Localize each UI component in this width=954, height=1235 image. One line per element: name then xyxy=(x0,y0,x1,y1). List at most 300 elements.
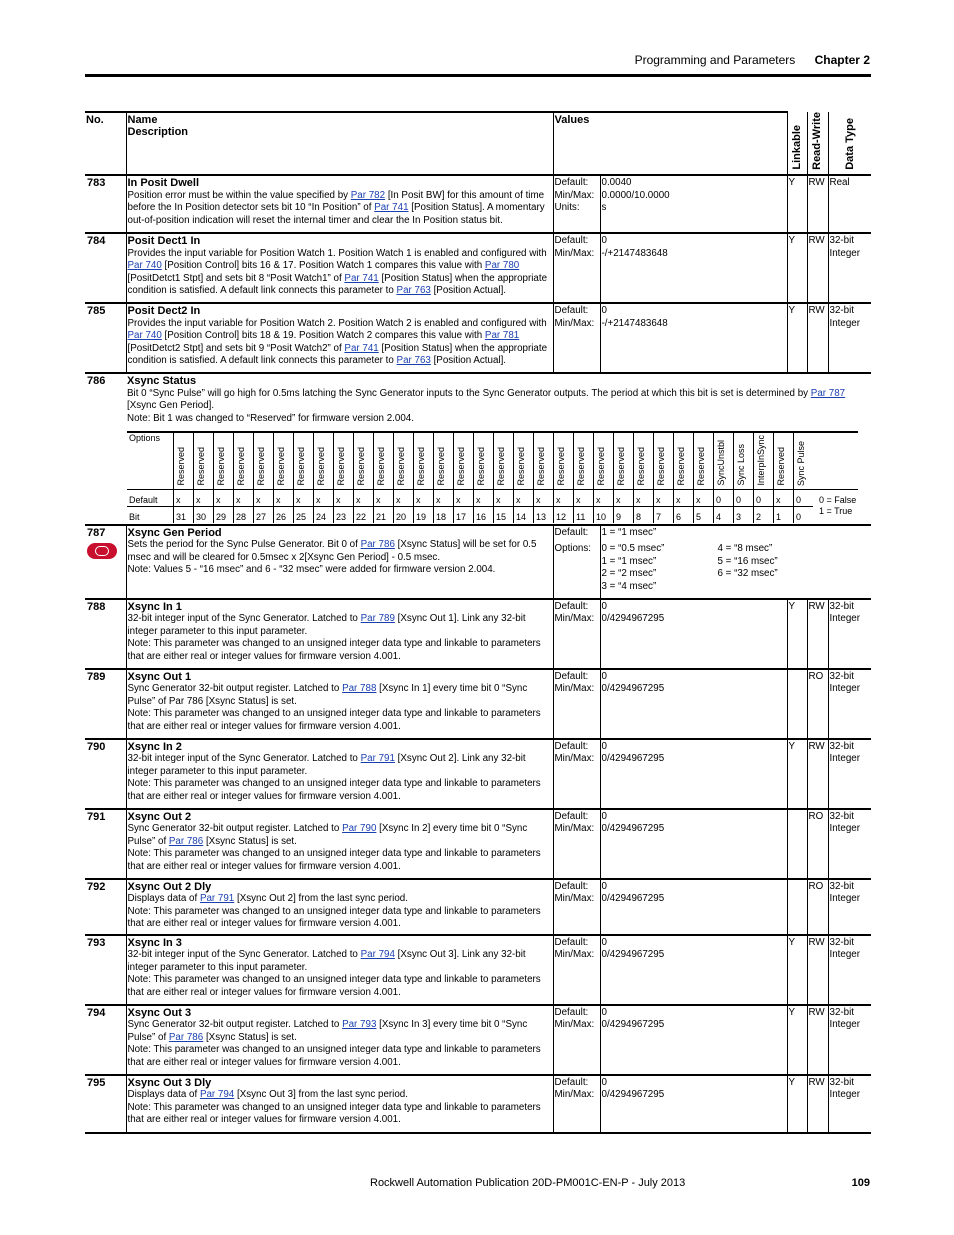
read-write-cell: RW xyxy=(807,935,828,1005)
bit-default: x xyxy=(534,489,554,506)
bit-number: 7 xyxy=(654,506,674,523)
bit-number: 12 xyxy=(554,506,574,523)
param-note: Note: This parameter was changed to an unsigned integer data type and linkable to parameters that are either real or integer values for firmware version 4.001. xyxy=(127,905,541,930)
bit-name: Reserved xyxy=(314,432,334,490)
bit-default: x xyxy=(414,489,434,506)
bit-number: 23 xyxy=(334,506,354,523)
param-name: Xsync Out 3 Dly xyxy=(127,1076,212,1089)
bit-number: 21 xyxy=(374,506,394,523)
bit-legend xyxy=(813,489,858,523)
options-col xyxy=(602,543,718,593)
legend-true: 1 = True xyxy=(819,506,853,517)
bit-default: 0 xyxy=(734,489,754,506)
option-item: 4 = “8 msec” xyxy=(717,543,773,555)
bit-name: Reserved xyxy=(414,432,434,490)
value-values xyxy=(600,599,787,669)
param-link[interactable]: Par 791 xyxy=(199,893,235,905)
value-label: Min/Max: xyxy=(554,247,595,259)
bit-name: Reserved xyxy=(194,432,214,490)
bit-number: 17 xyxy=(454,506,474,523)
value-labels xyxy=(553,175,600,233)
bit-number: 24 xyxy=(314,506,334,523)
value-labels xyxy=(553,669,600,739)
col-name-desc xyxy=(126,112,553,175)
value-labels xyxy=(553,599,600,669)
param-name: Xsync Gen Period xyxy=(127,526,222,539)
param-row xyxy=(85,669,871,739)
bit-default: x xyxy=(634,489,654,506)
param-text: Sync Generator 32-bit output register. Latched to Par 790 [Xsync In 2] every time bit 0 “Sync Pulse” of Par 786 [Xsync Status] is set. xyxy=(127,823,528,847)
bit-default: x xyxy=(294,489,314,506)
bit-name: Reserved xyxy=(614,432,634,490)
bit-default: x xyxy=(334,489,354,506)
param-row xyxy=(85,303,871,373)
param-number: 786 xyxy=(85,373,126,525)
param-text: Sync Generator 32-bit output register. Latched to Par 788 [Xsync In 1] every time bit 0 “Sync Pulse” of Par 786 [Xsync Status] is set. xyxy=(127,683,528,707)
param-row xyxy=(85,739,871,809)
param-row xyxy=(85,233,871,303)
param-description xyxy=(126,599,553,669)
bit-name: Reserved xyxy=(654,432,674,490)
param-description xyxy=(126,935,553,1005)
col-values: Values xyxy=(553,112,787,175)
col-description: Description xyxy=(127,126,189,139)
value-text: 0 xyxy=(601,880,607,892)
param-number: 790 xyxy=(85,739,126,809)
value-label: Min/Max: xyxy=(554,823,595,835)
value-label: Default: xyxy=(554,740,589,752)
param-number: 795 xyxy=(85,1075,126,1133)
bit-name: Reserved xyxy=(634,432,654,490)
bit-number: 5 xyxy=(694,506,714,523)
param-row xyxy=(85,525,871,599)
param-link[interactable]: Par 763 xyxy=(396,354,431,366)
bit-number: 4 xyxy=(714,506,734,523)
value-labels xyxy=(553,1005,600,1075)
param-link[interactable]: Par 788 xyxy=(342,683,377,695)
param-link[interactable]: Par 741 xyxy=(344,272,379,284)
bit-name: Reserved xyxy=(334,432,354,490)
data-type-cell: 32-bit Integer xyxy=(828,1005,871,1075)
param-link[interactable]: Par 741 xyxy=(374,202,409,214)
value-values xyxy=(600,175,787,233)
data-type-cell: 32-bit Integer xyxy=(828,599,871,669)
bit-table xyxy=(127,431,858,523)
options-list xyxy=(602,543,871,593)
header-rule xyxy=(85,74,871,77)
data-type-cell: 32-bit Integer xyxy=(828,669,871,739)
param-name: Xsync In 3 xyxy=(127,936,182,949)
param-link[interactable]: Par 786 xyxy=(168,835,204,847)
param-note: Note: This parameter was changed to an unsigned integer data type and linkable to parameters that are either real or integer values for firmware version 4.001. xyxy=(127,638,541,662)
param-text: Provides the input variable for Position Watch 1. Position Watch 1 is enabled and configured with Par 740 [Position Control] bits 16 & 17. Position Watch 1 compares this value with Par 780 [PositDetct1 Stpt] and sets bit 8 “Posit Watch1” of Par 741 [Position Status] when the appropriate condition is satisfied. A default link connects this parameter to Par 763 [Position Actual]. xyxy=(127,247,548,296)
bit-default: x xyxy=(554,489,574,506)
param-row xyxy=(85,879,871,935)
bit-name: SyncUnstbl xyxy=(714,432,734,490)
value-text: 0 xyxy=(601,1006,607,1018)
col-name: Name xyxy=(127,114,158,126)
value-label: Default: xyxy=(554,880,589,892)
linkable-cell: Y xyxy=(787,303,807,373)
bit-name: Reserved xyxy=(234,432,254,490)
param-description xyxy=(126,303,553,373)
bit-default: x xyxy=(494,489,514,506)
param-description xyxy=(126,739,553,809)
param-link[interactable]: Par 791 xyxy=(360,753,395,765)
value-text: 0/4294967295 xyxy=(601,1089,665,1101)
value-labels xyxy=(553,809,600,879)
option-item: 1 = “1 msec” xyxy=(601,555,657,567)
read-write-cell: RW xyxy=(807,303,828,373)
bit-number: 25 xyxy=(294,506,314,523)
param-name: Posit Dect1 In xyxy=(127,235,201,248)
value-text: 0 xyxy=(601,810,607,822)
linkable-cell xyxy=(787,809,807,879)
value-label: Min/Max: xyxy=(554,613,595,625)
param-name: Posit Dect2 In xyxy=(127,305,201,318)
param-note: Note: Values 5 - “16 msec” and 6 - “32 msec” were added for firmware version 2.004. xyxy=(127,564,496,576)
value-text: 0/4294967295 xyxy=(601,823,665,835)
param-text: Sync Generator 32-bit output register. Latched to Par 793 [Xsync In 3] every time bit 0 “Sync Pulse” of Par 786 [Xsync Status] is set. xyxy=(127,1019,528,1043)
value-text: 0.0000/10.0000 xyxy=(601,189,670,201)
param-number: 783 xyxy=(85,175,126,233)
param-row xyxy=(85,935,871,1005)
bit-default: x xyxy=(774,489,794,506)
value-text: 0.0040 xyxy=(601,177,632,189)
value-text: 0 xyxy=(601,740,607,752)
options-col xyxy=(718,543,778,593)
value-label: Default: xyxy=(554,235,589,247)
param-link[interactable]: Par 786 xyxy=(168,1031,204,1043)
data-type-cell: 32-bit Integer xyxy=(828,303,871,373)
bit-number: 22 xyxy=(354,506,374,523)
value-label: Default: xyxy=(554,526,589,538)
read-write-cell: RW xyxy=(807,175,828,233)
value-label: Default: xyxy=(554,177,589,189)
bit-default-row xyxy=(127,489,858,506)
value-text: 0 xyxy=(601,305,607,317)
param-link[interactable]: Par 786 xyxy=(360,539,395,551)
value-values xyxy=(600,303,787,373)
param-name: Xsync Out 3 xyxy=(127,1006,192,1019)
bit-number: 11 xyxy=(574,506,594,523)
param-description xyxy=(126,879,553,935)
value-label: Min/Max: xyxy=(554,893,595,905)
value-labels xyxy=(553,935,600,1005)
bit-number: 14 xyxy=(514,506,534,523)
bit-options-row xyxy=(127,432,858,490)
value-labels xyxy=(553,739,600,809)
bit-name: Reserved xyxy=(514,432,534,490)
value-values xyxy=(600,233,787,303)
param-number: 792 xyxy=(85,879,126,935)
param-link[interactable]: Par 781 xyxy=(484,330,520,342)
option-item: 6 = “32 msec” xyxy=(717,568,778,580)
bit-name: InterpInSync xyxy=(754,432,774,490)
value-text: 0/4294967295 xyxy=(601,683,665,695)
value-label: Default: xyxy=(554,600,589,612)
bit-default: x xyxy=(594,489,614,506)
value-label: Default: xyxy=(554,1076,589,1088)
linkable-cell: Y xyxy=(787,233,807,303)
value-values xyxy=(600,879,787,935)
param-row xyxy=(85,1005,871,1075)
col-data-type: Data Type xyxy=(828,112,871,175)
bit-default: x xyxy=(614,489,634,506)
param-row xyxy=(85,599,871,669)
bit-name: Reserved xyxy=(254,432,274,490)
bit-number: 28 xyxy=(234,506,254,523)
bit-name: Reserved xyxy=(534,432,554,490)
bit-label: Bit xyxy=(127,506,174,523)
bit-number: 6 xyxy=(674,506,694,523)
section-title: Programming and Parameters xyxy=(634,53,796,67)
param-text: 32-bit integer input of the Sync Generator. Latched to Par 791 [Xsync Out 2]. Link any 32-bit integer parameter to this input parameter. xyxy=(127,753,526,777)
param-name: Xsync Status xyxy=(127,375,197,388)
value-text: 0/4294967295 xyxy=(601,893,665,905)
value-label: Min/Max: xyxy=(554,1089,595,1101)
parameter-table xyxy=(85,111,871,1134)
read-write-cell: RO xyxy=(807,669,828,739)
value-label: Options: xyxy=(554,543,591,555)
linkable-cell: Y xyxy=(787,935,807,1005)
param-description xyxy=(126,233,553,303)
value-labels xyxy=(553,525,600,599)
value-values xyxy=(600,1005,787,1075)
param-number: 788 xyxy=(85,599,126,669)
bit-name: Reserved xyxy=(434,432,454,490)
bit-number: 9 xyxy=(614,506,634,523)
bit-number: 27 xyxy=(254,506,274,523)
option-item: 3 = “4 msec” xyxy=(601,580,657,592)
value-values xyxy=(600,809,787,879)
value-text: 0 xyxy=(601,670,607,682)
col-no: No. xyxy=(85,112,126,175)
bit-default: 0 xyxy=(714,489,734,506)
bit-number: 13 xyxy=(534,506,554,523)
value-values xyxy=(600,525,871,599)
value-labels xyxy=(553,303,600,373)
linkable-cell xyxy=(787,669,807,739)
param-note: Note: This parameter was changed to an unsigned integer data type and linkable to parameters that are either real or integer values for firmware version 4.001. xyxy=(127,778,541,802)
value-label: Min/Max: xyxy=(554,189,595,201)
bit-name: Reserved xyxy=(674,432,694,490)
param-link[interactable]: Par 790 xyxy=(342,823,377,835)
stop-drive-icon xyxy=(87,543,117,559)
value-text: 0 xyxy=(601,600,607,612)
param-description xyxy=(126,1075,553,1133)
bit-name: Reserved xyxy=(594,432,614,490)
publication-info: Rockwell Automation Publication 20D-PM001C-EN-P - July 2013 xyxy=(370,1177,686,1189)
param-text: Displays data of Par 794 [Xsync Out 3] from the last sync period. xyxy=(127,1089,408,1101)
value-text: -/+2147483648 xyxy=(601,247,668,259)
param-text: Bit 0 “Sync Pulse” will go high for 0.5ms latching the Sync Generator inputs to the Sync Generator outputs. The period at which this bit is set is determined by Par 787 [Xsync Gen Period]. xyxy=(127,387,846,412)
param-note: Note: This parameter was changed to an unsigned integer data type and linkable to parameters that are either real or integer values for firmware version 4.001. xyxy=(127,974,541,998)
read-write-cell: RW xyxy=(807,599,828,669)
data-type-cell: 32-bit Integer xyxy=(828,233,871,303)
option-item: 5 = “16 msec” xyxy=(717,555,778,567)
option-item: 0 = “0.5 msec” xyxy=(601,543,665,555)
data-type-cell: 32-bit Integer xyxy=(828,739,871,809)
param-link[interactable]: Par 794 xyxy=(199,1089,235,1101)
bit-default: x xyxy=(374,489,394,506)
data-type-cell: 32-bit Integer xyxy=(828,1075,871,1133)
value-label: Default: xyxy=(554,305,589,317)
value-labels xyxy=(553,1075,600,1133)
value-label: Min/Max: xyxy=(554,1019,595,1031)
bit-number: 29 xyxy=(214,506,234,523)
value-text: 0/4294967295 xyxy=(601,613,665,625)
value-labels xyxy=(553,879,600,935)
param-link[interactable]: Par 787 xyxy=(810,387,846,399)
bit-default: x xyxy=(214,489,234,506)
param-description xyxy=(126,525,553,599)
param-number: 789 xyxy=(85,669,126,739)
bit-default: x xyxy=(514,489,534,506)
bit-name: Reserved xyxy=(454,432,474,490)
param-description xyxy=(126,373,871,525)
value-values xyxy=(600,669,787,739)
param-name: Xsync Out 2 Dly xyxy=(127,880,212,893)
param-link[interactable]: Par 782 xyxy=(350,189,386,201)
param-link[interactable]: Par 794 xyxy=(360,949,395,961)
param-number: 787 xyxy=(85,525,126,599)
param-link[interactable]: Par 740 xyxy=(127,330,162,342)
bit-number: 31 xyxy=(174,506,194,523)
param-description xyxy=(126,669,553,739)
value-label: Default: xyxy=(554,810,589,822)
value-values xyxy=(600,935,787,1005)
value-label: Units: xyxy=(554,202,580,214)
bit-name: Sync Loss xyxy=(734,432,754,490)
data-type-cell: Real xyxy=(828,175,871,233)
value-label: Default: xyxy=(554,670,589,682)
bit-name: Reserved xyxy=(774,432,794,490)
param-text: Provides the input variable for Position Watch 2. Position Watch 2 is enabled and configured with Par 740 [Position Control] bits 18 & 19. Position Watch 2 compares this value with Par 781 [PositDetct2 Stpt] and sets bit 9 “Posit Watch2” of Par 741 [Position Status] when the appropriate condition is satisfied. A default link connects this parameter to Par 763 [Position Actual]. xyxy=(127,317,548,366)
value-text: -/+2147483648 xyxy=(601,317,668,329)
bit-name: Reserved xyxy=(354,432,374,490)
bit-name: Reserved xyxy=(694,432,714,490)
bit-name: Reserved xyxy=(174,432,194,490)
bit-number: 10 xyxy=(594,506,614,523)
table-header-row xyxy=(85,112,871,175)
read-write-cell: RW xyxy=(807,1005,828,1075)
param-link[interactable]: Par 763 xyxy=(396,284,431,296)
bit-name: Reserved xyxy=(394,432,414,490)
value-text: 0 xyxy=(601,936,607,948)
bit-number: 2 xyxy=(754,506,774,523)
param-number: 784 xyxy=(85,233,126,303)
bit-default: x xyxy=(234,489,254,506)
bit-default: 0 xyxy=(794,489,814,506)
param-number: 791 xyxy=(85,809,126,879)
param-link[interactable]: Par 780 xyxy=(484,260,520,272)
param-link[interactable]: Par 741 xyxy=(344,342,379,354)
linkable-cell: Y xyxy=(787,1075,807,1133)
value-labels xyxy=(553,233,600,303)
value-label: Default: xyxy=(554,936,589,948)
page-header xyxy=(635,53,870,67)
param-link[interactable]: Par 793 xyxy=(342,1019,377,1031)
param-text: Position error must be within the value specified by Par 782 [In Posit BW] for this amount of time before the In Position detector sets bit 10 “In Position” of Par 741 [Position Status]. A momentary out-of-position indication will reset the internal timer and clear the In Position status bit. xyxy=(127,189,545,226)
bit-number: 0 xyxy=(794,506,814,523)
bit-default: x xyxy=(694,489,714,506)
param-text: Displays data of Par 791 [Xsync Out 2] from the last sync period. xyxy=(127,893,408,905)
bit-number: 8 xyxy=(634,506,654,523)
read-write-cell: RW xyxy=(807,1075,828,1133)
bit-default: x xyxy=(394,489,414,506)
value-label: Default: xyxy=(554,1006,589,1018)
page-number: 109 xyxy=(851,1177,870,1189)
value-label: Min/Max: xyxy=(554,753,595,765)
value-text: 0/4294967295 xyxy=(601,949,665,961)
bit-number: 1 xyxy=(774,506,794,523)
bit-default: 0 xyxy=(754,489,774,506)
data-type-cell: 32-bit Integer xyxy=(828,809,871,879)
bit-default: x xyxy=(254,489,274,506)
param-row xyxy=(85,175,871,233)
col-linkable: Linkable xyxy=(787,112,807,175)
bit-name: Reserved xyxy=(374,432,394,490)
bit-name: Reserved xyxy=(274,432,294,490)
read-write-cell: RW xyxy=(807,739,828,809)
value-values xyxy=(600,739,787,809)
param-note: Note: This parameter was changed to an unsigned integer data type and linkable to parameters that are either real or integer values for firmware version 4.001. xyxy=(127,708,541,732)
param-number: 794 xyxy=(85,1005,126,1075)
param-number: 785 xyxy=(85,303,126,373)
bit-number: 19 xyxy=(414,506,434,523)
bit-number-row xyxy=(127,506,858,523)
bit-name: Reserved xyxy=(574,432,594,490)
bit-number: 16 xyxy=(474,506,494,523)
options-label: Options xyxy=(127,432,174,490)
bit-number: 20 xyxy=(394,506,414,523)
read-write-cell: RW xyxy=(807,233,828,303)
linkable-cell xyxy=(787,879,807,935)
param-text: 32-bit integer input of the Sync Generator. Latched to Par 794 [Xsync Out 3]. Link any 32-bit integer parameter to this input parameter. xyxy=(127,949,526,973)
param-description xyxy=(126,175,553,233)
value-text: 0 xyxy=(601,1076,607,1088)
bit-default: x xyxy=(274,489,294,506)
bit-default: x xyxy=(454,489,474,506)
bit-default: x xyxy=(474,489,494,506)
bit-default: x xyxy=(674,489,694,506)
data-type-cell: 32-bit Integer xyxy=(828,879,871,935)
param-number: 793 xyxy=(85,935,126,1005)
value-text: 0 xyxy=(601,235,607,247)
param-note: Note: Bit 1 was changed to “Reserved” for firmware version 2.004. xyxy=(127,412,414,424)
param-text: 32-bit integer input of the Sync Generator. Latched to Par 789 [Xsync Out 1]. Link any 32-bit integer parameter to this input parameter. xyxy=(127,613,526,637)
param-row xyxy=(85,373,871,525)
bit-default: x xyxy=(354,489,374,506)
param-name: Xsync In 1 xyxy=(127,600,182,613)
bit-number: 30 xyxy=(194,506,214,523)
data-type-cell: 32-bit Integer xyxy=(828,935,871,1005)
param-link[interactable]: Par 740 xyxy=(127,260,162,272)
param-note: Note: This parameter was changed to an unsigned integer data type and linkable to parameters that are either real or integer values for firmware version 4.001. xyxy=(127,1044,541,1068)
option-item: 2 = “2 msec” xyxy=(601,568,657,580)
value-label: Min/Max: xyxy=(554,317,595,329)
read-write-cell: RO xyxy=(807,809,828,879)
bit-default: x xyxy=(574,489,594,506)
linkable-cell: Y xyxy=(787,599,807,669)
value-label: Min/Max: xyxy=(554,683,595,695)
bit-number: 15 xyxy=(494,506,514,523)
bit-default: x xyxy=(174,489,194,506)
param-link[interactable]: Par 789 xyxy=(360,613,395,625)
param-row xyxy=(85,809,871,879)
param-row xyxy=(85,1075,871,1133)
